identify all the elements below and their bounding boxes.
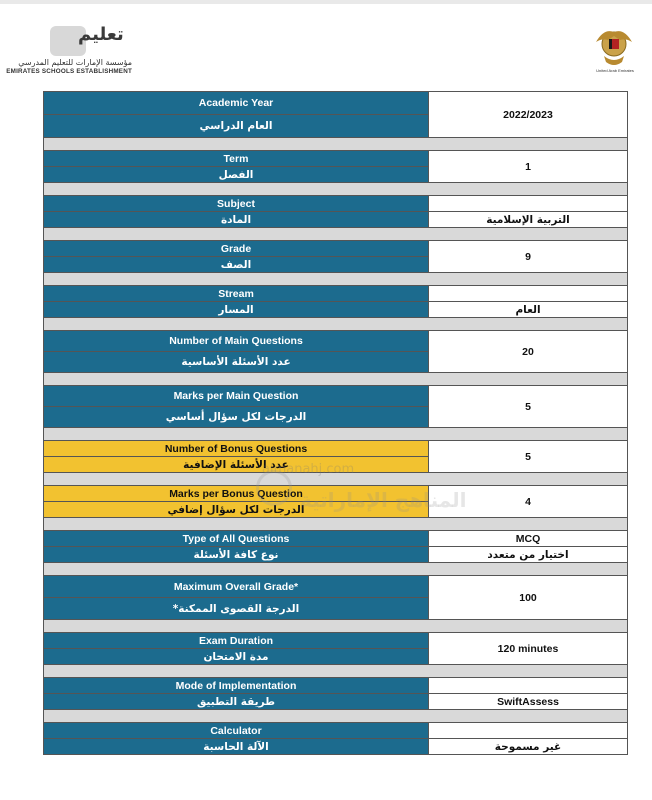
emblem-caption: United Arab Emirates [596, 68, 634, 73]
label-ar: المسار [44, 302, 429, 318]
page-top-edge [0, 0, 652, 4]
table-row [44, 386, 628, 407]
table-row [44, 739, 628, 755]
table-row [44, 678, 628, 694]
label-en: Type of All Questions [44, 531, 429, 547]
value: 5 [429, 386, 628, 428]
label-ar: الدرجات لكل سؤال إضافي [44, 502, 429, 518]
table-row [44, 633, 628, 649]
watermark-site: almanahj.com [262, 462, 355, 477]
label-en: Stream [44, 286, 429, 302]
ese-name-english: EMIRATES SCHOOLS ESTABLISHMENT [6, 68, 132, 75]
row-gap [44, 710, 628, 723]
value: 120 minutes [429, 633, 628, 665]
value: 100 [429, 576, 628, 620]
row-gap [44, 318, 628, 331]
row-gap [44, 563, 628, 576]
table-row [44, 286, 628, 302]
table-row [44, 241, 628, 257]
table-row [44, 441, 628, 457]
table-row [44, 486, 628, 502]
value: SwiftAssess [429, 694, 628, 710]
row-gap [44, 373, 628, 386]
label-en: Term [44, 151, 429, 167]
watermark-arabic: المناهج الإماراتية [300, 488, 467, 512]
table-row [44, 576, 628, 598]
value: التربية الإسلامية [429, 212, 628, 228]
label-ar: المادة [44, 212, 429, 228]
table-row [44, 151, 628, 167]
value: 2022/2023 [429, 92, 628, 138]
row-gap [44, 518, 628, 531]
value-empty [429, 196, 628, 212]
label-ar: الآلة الحاسبة [44, 739, 429, 755]
value: 1 [429, 151, 628, 183]
label-en: Marks per Bonus Question [44, 486, 429, 502]
row-gap [44, 183, 628, 196]
label-ar: عدد الأسئلة الإضافية [44, 457, 429, 473]
label-en: Calculator [44, 723, 429, 739]
exam-spec-table [43, 91, 628, 755]
label-ar: عدد الأسئلة الأساسية [44, 352, 429, 373]
label-en: Mode of Implementation [44, 678, 429, 694]
row-gap [44, 138, 628, 151]
table-row [44, 547, 628, 563]
table-row [44, 694, 628, 710]
table-row [44, 302, 628, 318]
row-gap [44, 473, 628, 486]
label-en: Academic Year [44, 92, 429, 115]
value: 4 [429, 486, 628, 518]
table-row [44, 723, 628, 739]
row-gap [44, 273, 628, 286]
value: 5 [429, 441, 628, 473]
label-ar: طريقة التطبيق [44, 694, 429, 710]
table-row [44, 212, 628, 228]
ese-logo [6, 24, 132, 78]
label-en: Marks per Main Question [44, 386, 429, 407]
value: غير مسموحة [429, 739, 628, 755]
value: MCQ [429, 531, 628, 547]
ese-logo-word: تعليم [78, 24, 124, 45]
value: العام [429, 302, 628, 318]
label-ar: الفصل [44, 167, 429, 183]
label-en: Grade [44, 241, 429, 257]
table-row [44, 531, 628, 547]
value: 9 [429, 241, 628, 273]
row-gap [44, 228, 628, 241]
label-ar: الدرجة القصوى الممكنة* [44, 598, 429, 620]
label-ar: الصف [44, 257, 429, 273]
label-ar: مدة الامتحان [44, 649, 429, 665]
row-gap [44, 665, 628, 678]
ese-name-arabic: مؤسسة الإمارات للتعليم المدرسي [18, 58, 132, 67]
row-gap [44, 620, 628, 633]
label-ar: نوع كافة الأسئلة [44, 547, 429, 563]
label-en: Maximum Overall Grade* [44, 576, 429, 598]
label-en: Number of Main Questions [44, 331, 429, 352]
row-gap [44, 428, 628, 441]
table-row [44, 196, 628, 212]
label-en: Number of Bonus Questions [44, 441, 429, 457]
value-ar: اختيار من متعدد [429, 547, 628, 563]
table-row [44, 92, 628, 115]
label-en: Exam Duration [44, 633, 429, 649]
value-empty [429, 723, 628, 739]
label-ar: الدرجات لكل سؤال أساسي [44, 407, 429, 428]
label-en: Subject [44, 196, 429, 212]
value-empty [429, 286, 628, 302]
table-row [44, 331, 628, 352]
value: 20 [429, 331, 628, 373]
value-empty [429, 678, 628, 694]
label-ar: العام الدراسي [44, 115, 429, 138]
